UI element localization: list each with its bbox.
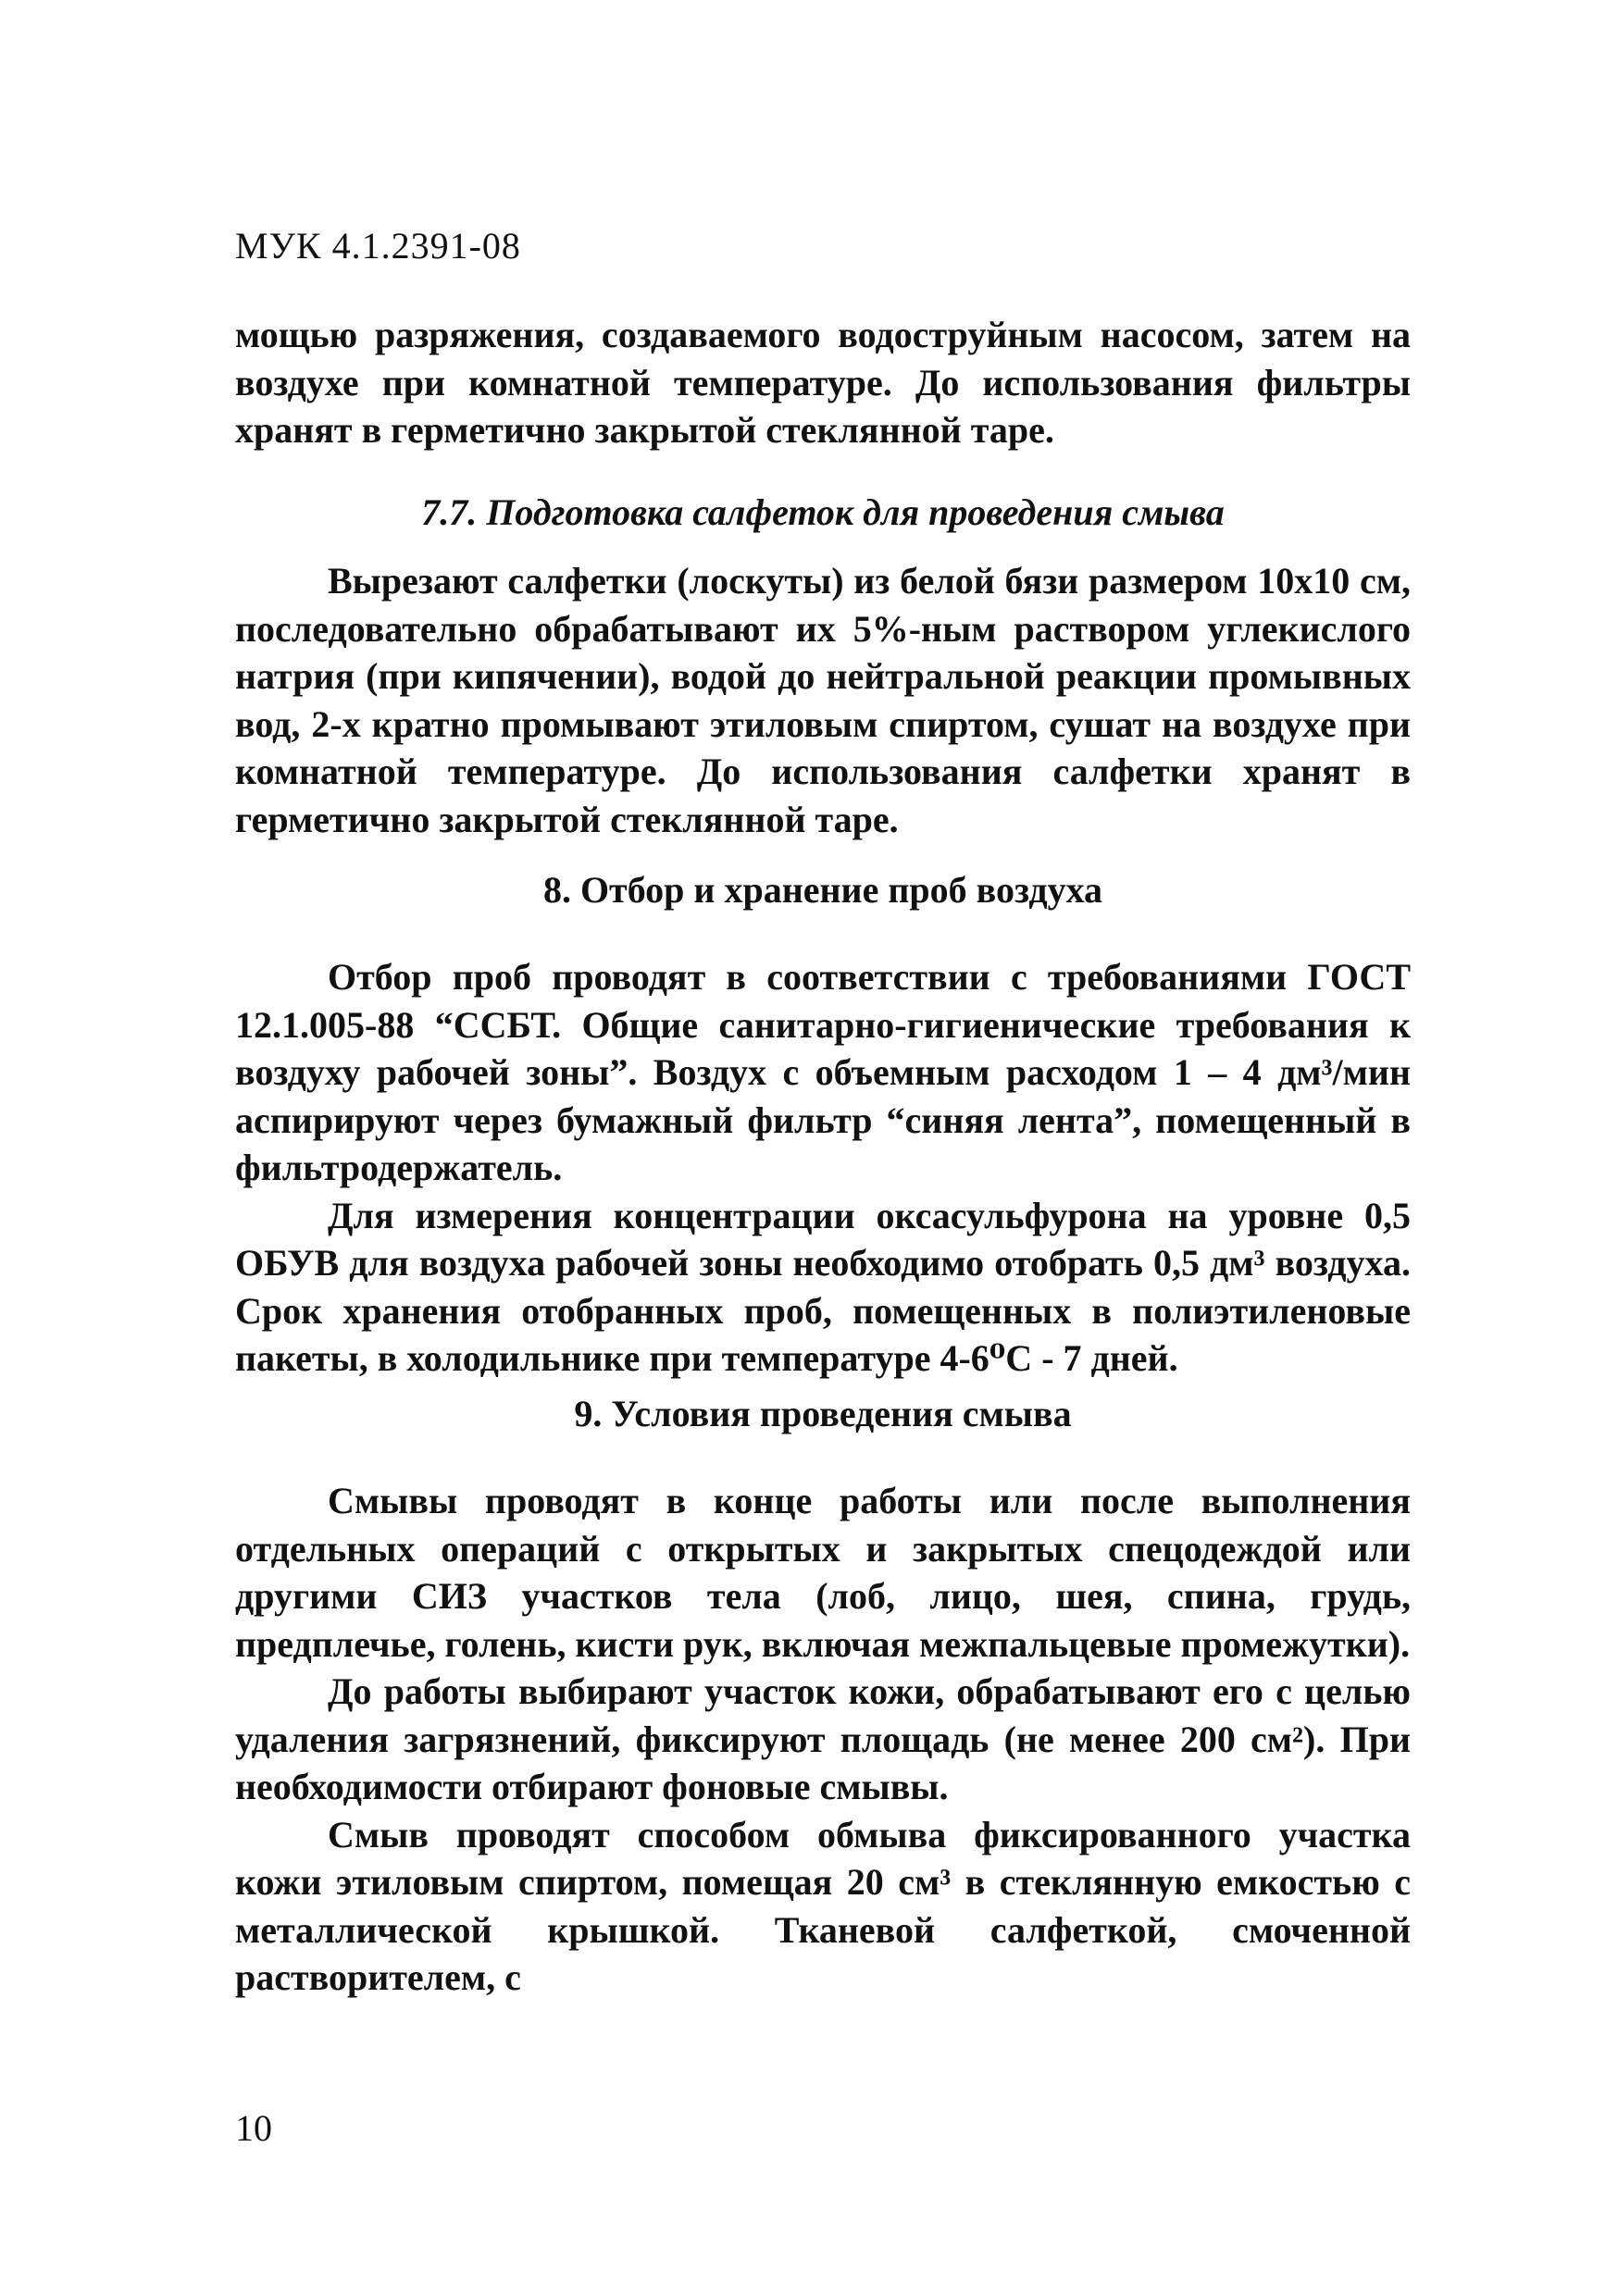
paragraph-wash-method: Смыв проводят способом обмыва фиксированного участка кожи этиловым спиртом, помещая 20 см³ в стеклянную емкостью с металлической крышкой. Тканевой салфеткой, смоченной растворителем, с <box>235 1813 1411 1998</box>
page-number: 10 <box>235 2107 272 2149</box>
section-heading-8: 8. Отбор и хранение проб воздуха <box>542 869 1103 911</box>
paragraph-filter-storage: мощью разряжения, создаваемого водоструйным насосом, затем на воздухе при комнатной температуре. До использования фильтры хранят в герметично закрытой стеклянной таре. <box>235 314 1411 451</box>
document-id-header: МУК 4.1.2391-08 <box>235 225 521 267</box>
paragraph-wipes-preparation: Вырезают салфетки (лоскуты) из белой бязи размером 10x10 см, последовательно обрабатывают их 5%-ным раствором углекислого натрия (при кипячении), водой до нейтральной реакции промывных вод, 2-х кратно промывают этиловым спиртом, сушат на воздухе при комнатной температуре. До использования салфетки хранят в герметично закрытой стеклянной таре. <box>235 560 1411 840</box>
section-heading-7-7: 7.7. Подготовка салфеток для проведения смыва <box>421 491 1225 533</box>
paragraph-concentration-measurement: Для измерения концентрации оксасульфурона на уровне 0,5 ОБУВ для воздуха рабочей зоны необходимо отобрать 0,5 дм³ воздуха. Срок хранения отобранных проб, помещенных в полиэтиленовые пакеты, в холодильнике при температуре 4-6⁰С - 7 дней. <box>235 1194 1411 1379</box>
section-heading-9: 9. Условия проведения смыва <box>574 1393 1072 1434</box>
paragraph-continuation <box>235 311 1411 454</box>
paragraph-wash-conditions: Смывы проводят в конце работы или после выполнения отдельных операций с открытых и закрытых спецодеждой или другими СИЗ участков тела (лоб, лицо, шея, спина, грудь, предплечье, голень, кисти рук, включая межпальцевые промежутки). <box>235 1480 1411 1665</box>
section-9-body <box>235 1477 1411 2002</box>
paragraph-air-sampling: Отбор проб проводят в соответствии с требованиями ГОСТ 12.1.005-88 “ССБТ. Общие санитарно-гигиенические требования к воздуху рабочей зоны”. Воздух с объемным расходом 1 – 4 дм³/мин аспирируют через бумажный фильтр “синяя лента”, помещенный в фильтродержатель. <box>235 956 1411 1188</box>
section-7-7-body <box>235 557 1411 843</box>
paragraph-skin-preparation: До работы выбирают участок кожи, обрабатывают его с целью удаления загрязнений, фиксируют площадь (не менее 200 см²). При необходимости отбирают фоновые смывы. <box>235 1670 1411 1807</box>
section-8-body <box>235 953 1411 1383</box>
